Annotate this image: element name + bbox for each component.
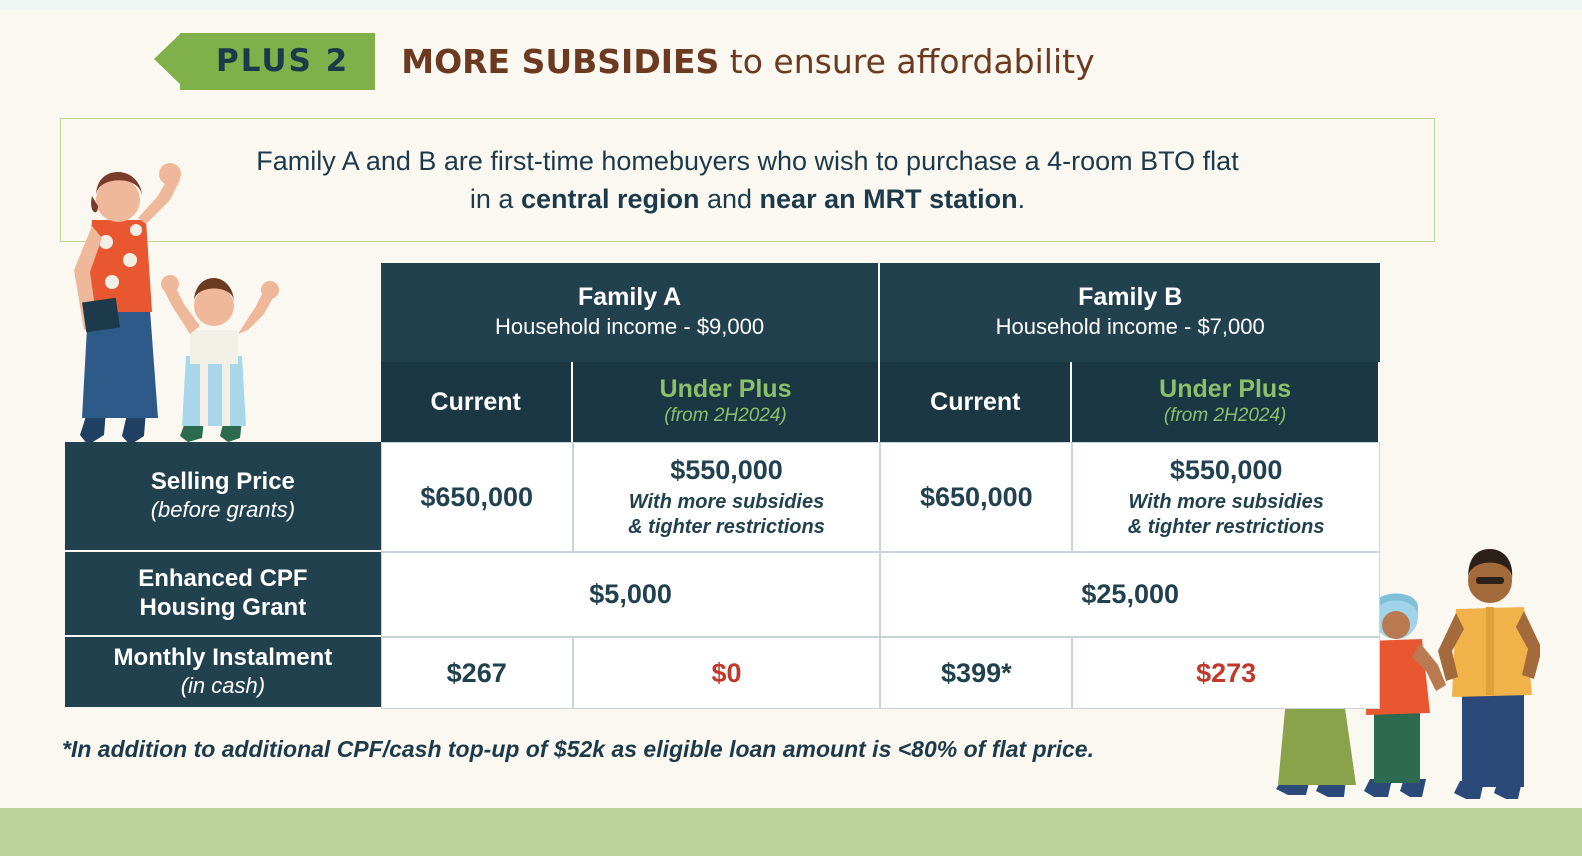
intro-line-2-c: and — [699, 184, 760, 214]
column-header-b-plus — [1072, 362, 1380, 442]
cell-instalment-a-current — [381, 637, 573, 709]
intro-line-1: Family A and B are first-time homebuyers who wish to purchase a 4-room BTO flat — [256, 145, 1239, 176]
intro-line-2-bold-2: near an MRT station — [759, 184, 1018, 214]
family-b-name: Family B — [1078, 283, 1183, 312]
column-header-a-current-label: Current — [430, 387, 521, 416]
cell-instalment-b-current — [880, 637, 1072, 709]
bottom-strip — [0, 808, 1582, 856]
row-label-monthly-instalment-sub: (in cash) — [180, 673, 266, 699]
row-label-cpf-grant-sub: Housing Grant — [139, 593, 307, 621]
row-label-monthly-instalment — [65, 637, 381, 709]
cell-price-b-current-value: $650,000 — [920, 481, 1033, 512]
cell-instalment-a-plus-value: $0 — [711, 657, 742, 688]
cell-price-a-current — [381, 442, 573, 552]
footnote: *In addition to additional CPF/cash top-up of $52k as eligible loan amount is <80% of flat price. — [62, 736, 1094, 762]
table-corner-blank-2 — [65, 362, 381, 442]
column-header-a-plus-label: Under Plus — [659, 375, 792, 404]
cell-price-a-current-value: $650,000 — [420, 481, 533, 512]
row-label-cpf-grant-main: Enhanced CPF — [138, 565, 308, 593]
intro-line-2-e: . — [1017, 184, 1026, 214]
column-header-b-current-label: Current — [930, 387, 1021, 416]
family-b-header — [880, 263, 1380, 362]
column-header-a-current — [381, 362, 573, 442]
column-header-b-plus-label: Under Plus — [1159, 375, 1292, 404]
intro-line-2-bold-1: central region — [520, 184, 700, 214]
row-label-selling-price — [65, 442, 381, 552]
comparison-table — [65, 263, 1380, 709]
column-header-b-current — [880, 362, 1072, 442]
top-strip — [0, 0, 1582, 10]
cell-grant-a — [381, 552, 881, 637]
column-header-b-plus-sub: (from 2H2024) — [1163, 405, 1287, 427]
cell-price-b-current — [880, 442, 1072, 552]
cell-grant-b-value: $25,000 — [1081, 579, 1179, 610]
page-title-light: to ensure affordability — [719, 42, 1095, 81]
plus-badge: PLUS 2 — [180, 33, 375, 90]
cell-grant-a-value: $5,000 — [589, 579, 672, 610]
table-row-monthly-instalment — [65, 637, 1380, 709]
intro-text — [196, 142, 1298, 219]
column-header-a-plus — [573, 362, 881, 442]
cell-price-b-plus — [1072, 442, 1380, 552]
family-a-name: Family A — [577, 283, 682, 312]
family-a-income: Household income - $9,000 — [495, 314, 765, 340]
cell-grant-b — [880, 552, 1380, 637]
row-label-selling-price-main: Selling Price — [150, 468, 295, 496]
cell-price-b-plus-value: $550,000 — [1169, 455, 1283, 486]
cell-price-a-plus — [573, 442, 881, 552]
cell-instalment-b-plus — [1072, 637, 1380, 709]
cell-price-b-plus-note: With more subsidies & tighter restrictions — [1127, 490, 1325, 538]
table-corner-blank — [65, 263, 381, 362]
row-label-selling-price-sub: (before grants) — [150, 497, 296, 523]
cell-instalment-a-plus — [573, 637, 881, 709]
header — [180, 33, 1095, 90]
cell-instalment-a-current-value: $267 — [446, 657, 507, 688]
cell-instalment-b-current-value: $399* — [941, 657, 1012, 688]
page-title-strong: MORE SUBSIDIES — [401, 42, 720, 81]
family-b-income: Household income - $7,000 — [995, 314, 1265, 340]
table-family-header-row — [65, 263, 1380, 362]
row-label-monthly-instalment-main: Monthly Instalment — [113, 644, 333, 672]
cell-price-a-plus-value: $550,000 — [670, 455, 783, 486]
intro-line-2-a: in a — [469, 184, 521, 214]
page-title — [401, 42, 1094, 81]
table-row-cpf-grant — [65, 552, 1380, 637]
column-header-a-plus-sub: (from 2H2024) — [664, 405, 787, 427]
cell-price-a-plus-note: With more subsidies & tighter restrictions — [628, 490, 825, 538]
table-column-header-row — [65, 362, 1380, 442]
cell-instalment-b-plus-value: $273 — [1196, 657, 1257, 688]
family-a-header — [381, 263, 881, 362]
row-label-cpf-grant — [65, 552, 381, 637]
table-row-selling-price — [65, 442, 1380, 552]
